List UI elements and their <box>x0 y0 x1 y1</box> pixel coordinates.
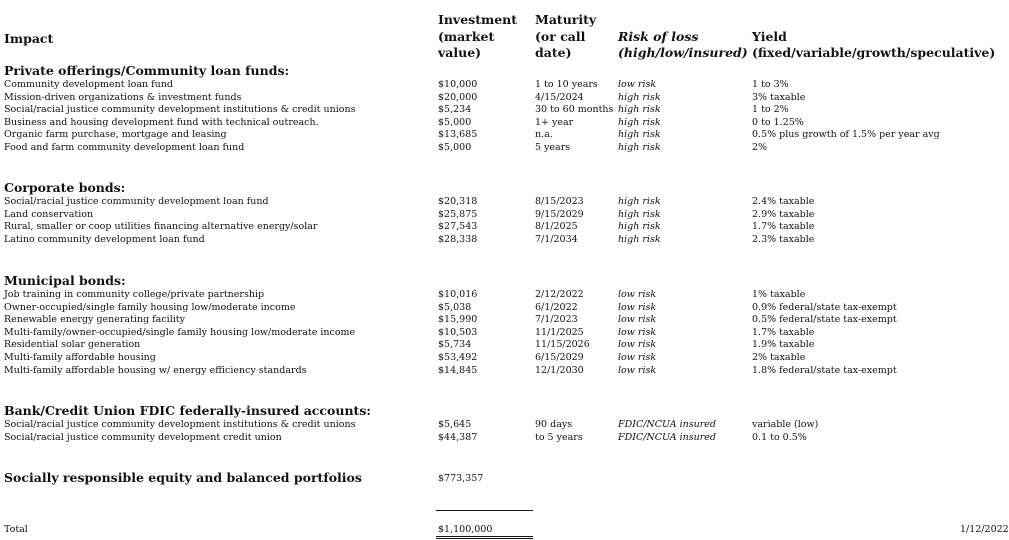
yield-cell: 1.7% taxable <box>752 221 815 233</box>
equity-title: Socially responsible equity and balanced portfolios <box>4 470 362 485</box>
maturity-cell: 12/1/2030 <box>535 364 584 376</box>
investment-cell: $5,000 <box>438 116 472 128</box>
yield-cell: 2% <box>752 142 768 153</box>
maturity-cell: 7/1/2023 <box>535 314 578 326</box>
yield-cell: 0.5% federal/state tax-exempt <box>752 314 897 326</box>
investment-cell: $20,000 <box>438 91 478 103</box>
impact-cell: Mission-driven organizations & investment funds <box>4 91 242 103</box>
risk-cell: high risk <box>618 142 661 153</box>
investment-cell: $5,234 <box>438 104 472 116</box>
investment-header-line-3: value) <box>438 45 482 60</box>
yield-cell: 0 to 1.25% <box>752 116 804 128</box>
maturity-cell: 6/15/2029 <box>535 352 584 363</box>
investment-cell: $14,845 <box>438 364 478 376</box>
table-row <box>0 432 1009 445</box>
impact-cell: Community development loan fund <box>4 79 173 90</box>
table-row <box>0 142 1009 155</box>
table-row <box>0 419 1009 432</box>
investment-cell: $5,734 <box>438 339 472 351</box>
impact-cell: Business and housing development fund with technical outreach. <box>4 116 319 128</box>
impact-cell: Social/racial justice community development institutions & credit unions <box>4 104 356 116</box>
risk-cell: low risk <box>618 326 657 338</box>
investment-cell: $5,038 <box>438 301 472 313</box>
section-title-corporate-bonds: Corporate bonds: <box>4 180 126 195</box>
investment-cell: $13,685 <box>438 129 478 141</box>
maturity-cell: 7/1/2034 <box>535 233 578 245</box>
maturity-header-line-1: Maturity <box>535 12 597 27</box>
impact-cell: Job training in community college/private partnership <box>4 289 265 300</box>
table-row <box>0 104 1009 117</box>
yield-cell: 3% taxable <box>752 91 806 103</box>
report-date: 1/12/2022 <box>960 524 1009 535</box>
risk-cell: FDIC/NCUA insured <box>618 419 717 430</box>
yield-cell: variable (low) <box>752 419 819 430</box>
yield-header-line-2: (fixed/variable/growth/speculative) <box>752 45 996 60</box>
yield-cell: 2.9% taxable <box>752 208 815 220</box>
total-investment: $1,100,000 <box>438 524 493 535</box>
yield-cell: 0.9% federal/state tax-exempt <box>752 301 897 313</box>
table-row <box>0 327 1009 340</box>
table-row <box>0 196 1009 209</box>
maturity-cell: 1 to 10 years <box>535 79 598 90</box>
subtotal-rule <box>436 510 533 511</box>
yield-cell: 1 to 3% <box>752 79 789 90</box>
maturity-cell: 6/1/2022 <box>535 301 578 313</box>
risk-cell: high risk <box>618 208 661 220</box>
maturity-header-line-2: (or call <box>535 29 586 44</box>
maturity-cell: 11/1/2025 <box>535 326 584 338</box>
impact-cell: Multi-family affordable housing <box>4 352 156 363</box>
investment-cell: $44,387 <box>438 431 478 443</box>
maturity-cell: 11/15/2026 <box>535 339 590 351</box>
risk-cell: low risk <box>618 79 657 90</box>
yield-cell: 2% taxable <box>752 352 806 363</box>
yield-cell: 2.3% taxable <box>752 233 815 245</box>
risk-cell: low risk <box>618 289 657 300</box>
investment-header-line-1: Investment <box>438 12 518 27</box>
investment-cell: $27,543 <box>438 221 478 233</box>
yield-cell: 1.7% taxable <box>752 326 815 338</box>
table-row <box>0 129 1009 142</box>
impact-cell: Social/racial justice community development credit union <box>4 431 282 443</box>
impact-cell: Land conservation <box>4 208 94 220</box>
investment-cell: $10,503 <box>438 326 478 338</box>
yield-cell: 0.1 to 0.5% <box>752 431 807 443</box>
total-double-rule-top <box>436 536 533 537</box>
table-row <box>0 352 1009 365</box>
section-title-municipal-bonds: Municipal bonds: <box>4 273 126 288</box>
section-title-private-offerings: Private offerings/Community loan funds: <box>4 63 290 78</box>
risk-cell: low risk <box>618 339 657 351</box>
table-row <box>0 365 1009 378</box>
investment-cell: $25,875 <box>438 208 478 220</box>
maturity-cell: 1+ year <box>535 116 574 128</box>
investment-cell: $53,492 <box>438 352 478 363</box>
section-title-bank-credit-union: Bank/Credit Union FDIC federally-insured accounts: <box>4 403 371 418</box>
table-row <box>0 314 1009 327</box>
yield-cell: 1.9% taxable <box>752 339 815 351</box>
risk-cell: high risk <box>618 221 661 233</box>
risk-cell: high risk <box>618 233 661 245</box>
table-row <box>0 79 1009 92</box>
yield-cell: 1% taxable <box>752 289 806 300</box>
maturity-cell: 8/15/2023 <box>535 196 584 207</box>
impact-cell: Rural, smaller or coop utilities financing alternative energy/solar <box>4 221 318 233</box>
maturity-cell: 4/15/2024 <box>535 91 584 103</box>
table-row <box>0 339 1009 352</box>
maturity-cell: n.a. <box>535 129 553 141</box>
total-label: Total <box>4 524 28 535</box>
maturity-cell: 8/1/2025 <box>535 221 578 233</box>
maturity-header-line-3: date) <box>535 45 572 60</box>
impact-cell: Social/racial justice community development loan fund <box>4 196 269 207</box>
table-row <box>0 117 1009 130</box>
impact-cell: Owner-occupied/single family housing low/moderate income <box>4 301 296 313</box>
risk-cell: high risk <box>618 91 661 103</box>
yield-cell: 1.8% federal/state tax-exempt <box>752 364 897 376</box>
risk-cell: high risk <box>618 196 661 207</box>
table-row <box>0 209 1009 222</box>
table-row <box>0 289 1009 302</box>
yield-cell: 0.5% plus growth of 1.5% per year avg <box>752 129 940 141</box>
maturity-cell: 2/12/2022 <box>535 289 584 300</box>
impact-cell: Latino community development loan fund <box>4 233 205 245</box>
investment-cell: $20,318 <box>438 196 478 207</box>
risk-header-line-2: (high/low/insured) <box>618 45 748 60</box>
impact-header: Impact <box>4 31 54 46</box>
impact-cell: Multi-family/owner-occupied/single family housing low/moderate income <box>4 326 356 338</box>
table-row <box>0 234 1009 247</box>
risk-cell: FDIC/NCUA insured <box>618 431 717 443</box>
risk-cell: high risk <box>618 116 661 128</box>
maturity-cell: 9/15/2029 <box>535 208 584 220</box>
risk-cell: high risk <box>618 104 661 116</box>
investment-cell: $5,645 <box>438 419 472 430</box>
risk-cell: low risk <box>618 314 657 326</box>
impact-cell: Renewable energy generating facility <box>4 314 185 326</box>
equity-investment: $773,357 <box>438 473 484 484</box>
table-row <box>0 92 1009 105</box>
risk-header-line-1: Risk of loss <box>618 29 699 44</box>
total-double-rule-bottom <box>436 538 533 539</box>
investment-cell: $10,000 <box>438 79 478 90</box>
yield-cell: 2.4% taxable <box>752 196 815 207</box>
yield-cell: 1 to 2% <box>752 104 789 116</box>
investment-header-line-2: (market <box>438 29 495 44</box>
impact-cell: Residential solar generation <box>4 339 141 351</box>
investment-cell: $15,990 <box>438 314 478 326</box>
maturity-cell: 30 to 60 months <box>535 104 614 116</box>
maturity-cell: to 5 years <box>535 431 583 443</box>
impact-cell: Organic farm purchase, mortgage and leasing <box>4 129 227 141</box>
yield-header-line-1: Yield <box>752 29 787 44</box>
maturity-cell: 90 days <box>535 419 573 430</box>
investment-cell: $10,016 <box>438 289 478 300</box>
investment-cell: $5,000 <box>438 142 472 153</box>
impact-cell: Multi-family affordable housing w/ energy efficiency standards <box>4 364 307 376</box>
impact-cell: Food and farm community development loan fund <box>4 142 245 153</box>
impact-cell: Social/racial justice community development institutions & credit unions <box>4 419 356 430</box>
risk-cell: low risk <box>618 301 657 313</box>
investment-cell: $28,338 <box>438 233 478 245</box>
table-row <box>0 221 1009 234</box>
maturity-cell: 5 years <box>535 142 571 153</box>
table-row <box>0 302 1009 315</box>
risk-cell: low risk <box>618 352 657 363</box>
risk-cell: high risk <box>618 129 661 141</box>
risk-cell: low risk <box>618 364 657 376</box>
